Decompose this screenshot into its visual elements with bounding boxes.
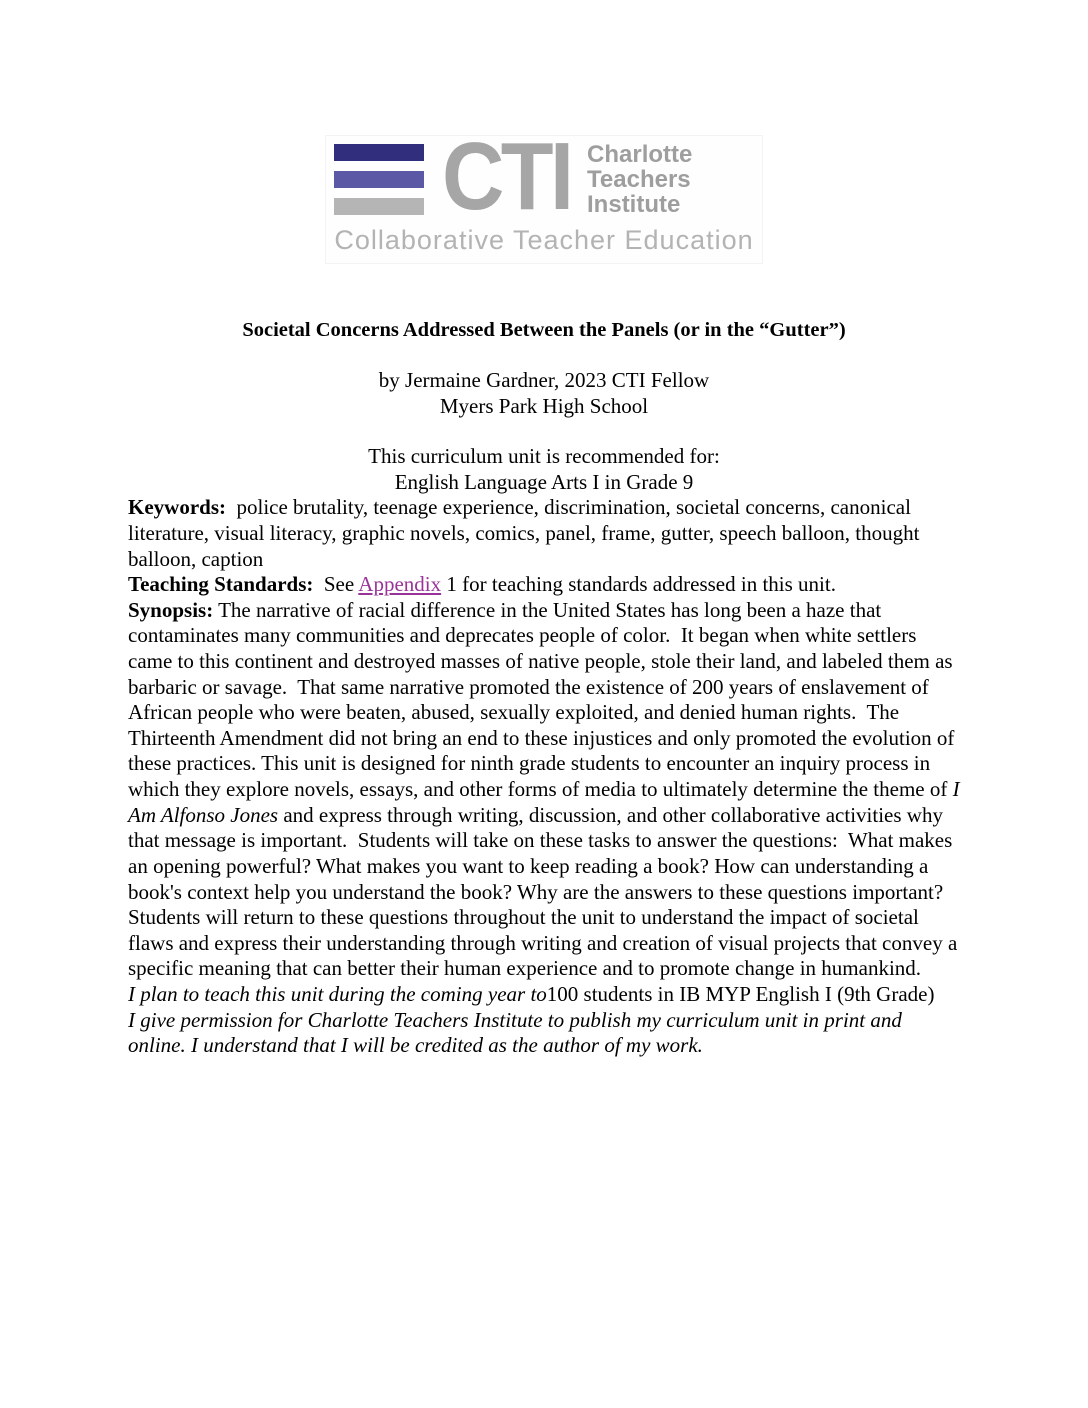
- permission-paragraph: [128, 1008, 960, 1059]
- logo-bar-bottom: [334, 198, 424, 215]
- synopsis-label: Synopsis:: [128, 597, 214, 622]
- unit-title: Societal Concerns Addressed Between the Panels (or in the “Gutter”): [242, 318, 846, 341]
- teaching-standards-paragraph: [128, 572, 960, 598]
- recommendation-block: [128, 444, 960, 495]
- synopsis-paragraph: [128, 597, 965, 982]
- teaching-standards-post: 1 for teaching standards addressed in this unit.: [441, 572, 836, 597]
- logo-bar-middle: [334, 171, 424, 188]
- recommended-intro: This curriculum unit is recommended for:: [368, 444, 720, 469]
- cti-logo-name-line: Charlotte: [587, 141, 693, 168]
- teaching-standards-pre: See: [313, 572, 359, 597]
- keywords-paragraph: [128, 495, 960, 572]
- appendix-link[interactable]: Appendix: [358, 572, 442, 597]
- document-body: [0, 318, 1088, 1059]
- author-byline: by Jermaine Gardner, 2023 CTI Fellow: [378, 367, 710, 392]
- cti-logo-name: [587, 140, 692, 217]
- cti-logo-name-line: Teachers: [587, 166, 691, 193]
- keywords-text: police brutality, teenage experience, discrimination, societal concerns, canonical literature, visual literacy, graphic novels, comics, panel, frame, gutter, speech balloon, thought balloon, caption: [128, 495, 925, 571]
- synopsis-text-1: The narrative of racial difference in the United States has long been a haze that contaminates many communities and deprecates people of color. It began when white settlers came to this continent and destroyed masses of native people, stole their land, and labeled them as barbaric or savage. That same narrative promoted the existence of 200 years of enslavement of African people who were beaten, abused, sexually exploited, and denied human rights. The Thirteenth Amendment did not bring an end to these injustices and only promoted the evolution of these practices. This unit is designed for ninth grade students to encounter an inquiry process in which they explore novels, essays, and other forms of media to ultimately determine the theme of: [128, 597, 960, 802]
- cti-logo: [325, 123, 762, 264]
- teaching-plan-regular: 100 students in IB MYP English I (9th Grade): [546, 981, 935, 1006]
- teaching-plan-paragraph: [128, 982, 960, 1008]
- cti-logo-monogram: CTI: [442, 123, 571, 230]
- cti-logo-tagline: Collaborative Teacher Education: [334, 225, 754, 255]
- teaching-plan-italic: I plan to teach this unit during the coming year to: [128, 981, 547, 1006]
- author-school: Myers Park High School: [439, 393, 649, 418]
- recommended-course: English Language Arts I in Grade 9: [394, 469, 694, 494]
- logo-bar-top: [334, 144, 424, 161]
- cti-logo-row: [334, 123, 753, 230]
- byline-block: [128, 368, 960, 419]
- cti-logo-name-line: Institute: [587, 191, 681, 218]
- teaching-standards-label: Teaching Standards:: [128, 572, 314, 597]
- permission-text: I give permission for Charlotte Teachers Institute to publish my curriculum unit in print and online. I understand that I will be credited as the author of my work.: [128, 1007, 908, 1058]
- synopsis-text-2: and express through writing, discussion, and other collaborative activities why that message is important. Students will take on these tasks to answer the questions: What makes an opening powerful? What makes you want to keep reading a book? How can understanding a book's context help you understand the book? Why are the answers to these questions important? Students will return to these questions throughout the unit to understand the impact of societal flaws and express their understanding through writing and creation of visual projects that convey a specific meaning that can better their human experience and to promote change in humankind.: [128, 802, 963, 981]
- keywords-label: Keywords:: [128, 495, 226, 520]
- book-title: I Am Alfonso Jones: [128, 777, 965, 827]
- cti-logo-bars-icon: [334, 140, 424, 215]
